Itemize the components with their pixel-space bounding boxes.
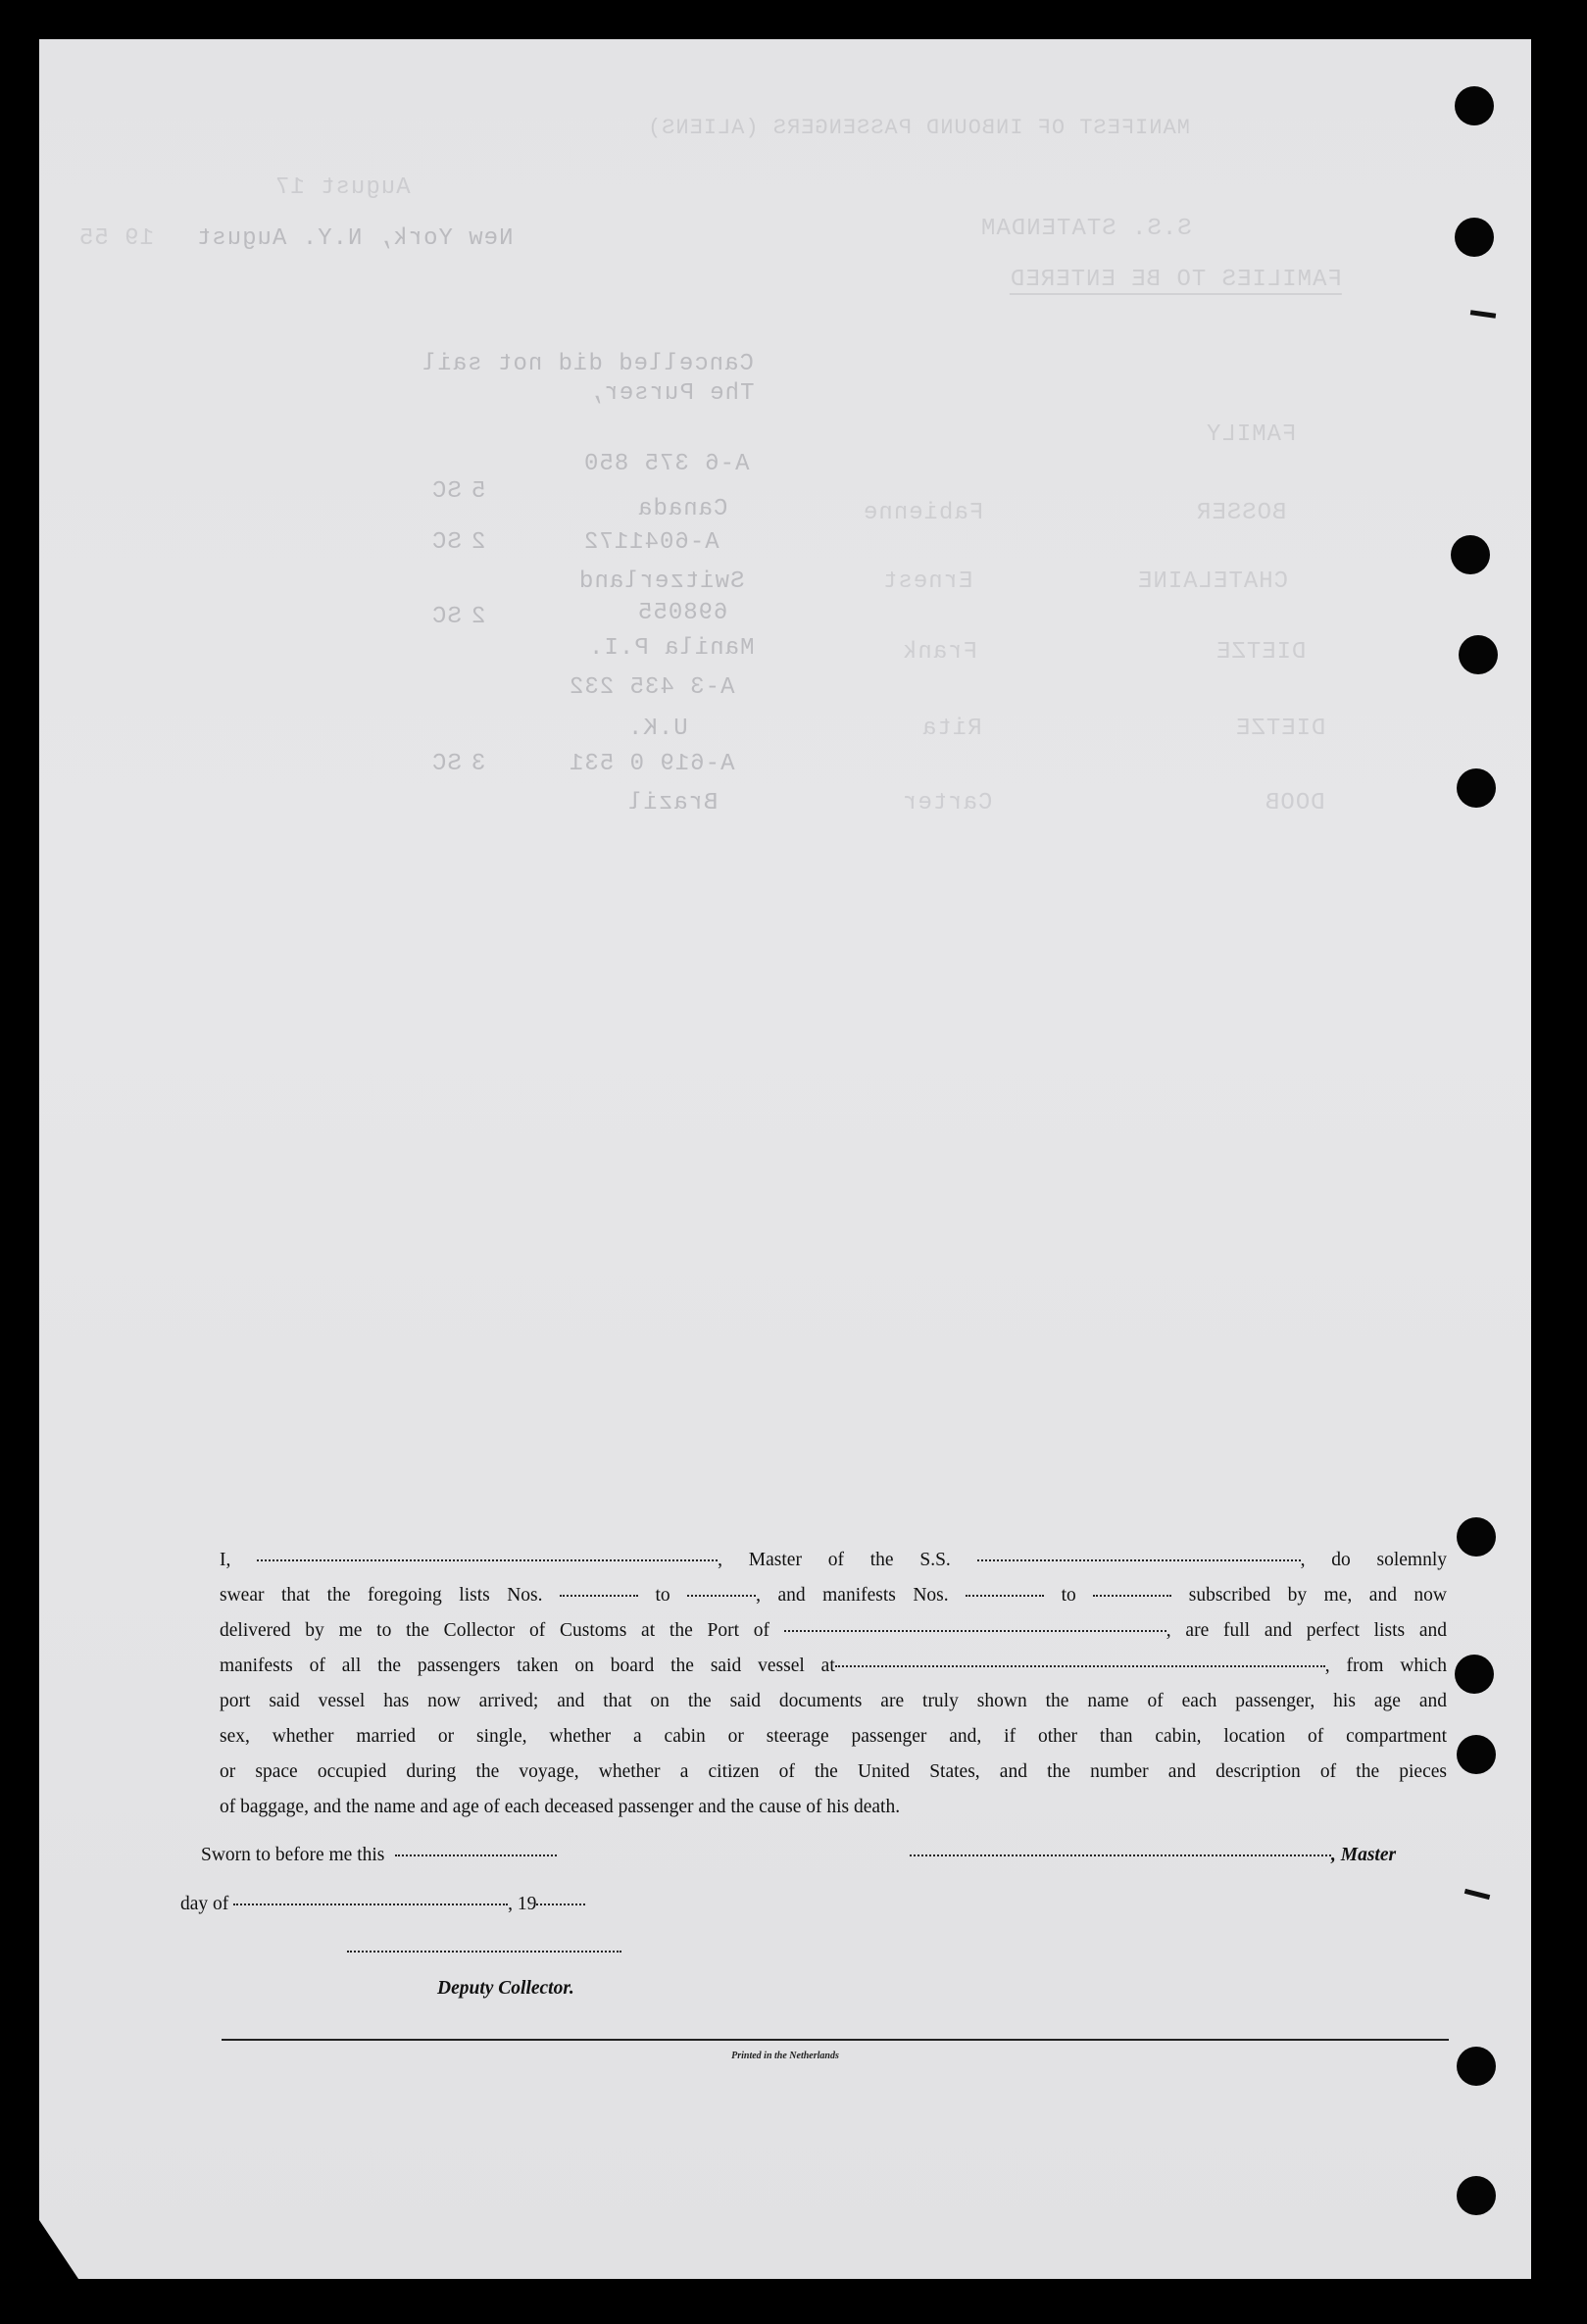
day-of-label: day of — [180, 1894, 229, 1914]
document-page — [39, 39, 1531, 2279]
bleed-col-family: FAMILY — [1206, 421, 1297, 448]
bleed-header-line1: MANIFEST OF INBOUND PASSENGERS (ALIENS) — [647, 116, 1190, 140]
oath-line-2 — [220, 1578, 1447, 1613]
folded-corner — [39, 2220, 78, 2279]
port-field[interactable] — [784, 1629, 1166, 1632]
bleed-row2-bags: 2 — [471, 529, 486, 556]
punch-hole-icon — [1457, 2047, 1496, 2086]
bleed-row3-surname: DIETZE — [1215, 639, 1307, 666]
bleed-row3-cls: SC — [431, 604, 462, 630]
bleed-row4-surname: DIETZE — [1235, 716, 1326, 742]
oath-text: swear that the foregoing lists Nos. — [220, 1585, 543, 1606]
bleed-note1: Cancelled did not sail — [422, 351, 754, 377]
list-no-to-field[interactable] — [687, 1594, 756, 1597]
punch-hole-icon — [1451, 535, 1490, 574]
bleed-row2-doc: A-6041172 — [583, 529, 719, 556]
master-label: , Master — [1331, 1845, 1397, 1865]
master-signature-field[interactable] — [910, 1854, 1331, 1856]
year-field[interactable] — [536, 1903, 585, 1905]
oath-line-1 — [220, 1543, 1447, 1578]
bleed-heading-right: FAMILIES TO BE ENTERED — [1010, 267, 1342, 293]
bleed-row1-place: Canada — [637, 496, 728, 522]
punch-hole-icon — [1457, 1735, 1496, 1774]
manifest-no-to-field[interactable] — [1093, 1594, 1171, 1597]
manifest-no-from-field[interactable] — [966, 1594, 1044, 1597]
footer-rule — [222, 2039, 1449, 2041]
oath-paragraph — [220, 1543, 1447, 1825]
printed-in-label: Printed in the Netherlands — [731, 2051, 839, 2061]
oath-line-3 — [220, 1613, 1447, 1649]
bleed-row3-given: Frank — [902, 639, 978, 666]
bleed-row4-given: Rita — [921, 716, 982, 742]
sworn-day-field[interactable] — [395, 1854, 557, 1856]
master-name-field[interactable] — [257, 1558, 718, 1561]
bleed-vessel: S.S. STATENDAM — [980, 216, 1192, 242]
bleed-row5-surname: DOOB — [1265, 790, 1325, 816]
bleed-row3-bags: 2 — [471, 604, 486, 630]
oath-text: manifests of all the passengers taken on board the said vessel at — [220, 1656, 835, 1676]
bleed-row4-place: U.K. — [627, 716, 688, 742]
oath-text: , Master of the S.S. — [718, 1550, 951, 1570]
deputy-signature-field[interactable] — [347, 1950, 621, 1953]
bleed-row4-doc: A-3 435 232 — [569, 674, 735, 701]
bleed-note2: The Purser, — [588, 380, 755, 407]
bleed-row1-given: Fabienne — [863, 500, 984, 526]
bleed-header-line2: August 17 — [274, 174, 411, 201]
oath-text: , do solemnly — [1300, 1550, 1448, 1570]
bleed-row1-doc: A-6 375 850 — [583, 451, 750, 477]
bleed-row1-bags: 5 — [471, 478, 486, 505]
oath-text: delivered by me to the Collector of Customs at the Port of — [220, 1620, 770, 1641]
bleed-row5-cls: SC — [431, 751, 462, 777]
oath-line-4 — [220, 1649, 1447, 1684]
bleed-row5-place: Brazil — [627, 790, 719, 816]
bleed-row2-cls: SC — [431, 529, 462, 556]
bleed-header-line3: New York, N.Y. August — [196, 225, 514, 252]
punch-hole-icon — [1457, 1517, 1496, 1557]
month-field[interactable] — [233, 1903, 508, 1905]
punch-hole-icon — [1457, 768, 1496, 808]
punch-hole-icon — [1457, 2176, 1496, 2215]
bleed-header-year: 19 55 — [78, 225, 155, 252]
oath-line-7: or space occupied during the voyage, whether a citizen of the United States, and the number and description of the pieces — [220, 1761, 1447, 1782]
oath-text: to — [1061, 1585, 1076, 1606]
bleed-row1-cls: SC — [431, 478, 462, 505]
bleed-row3-doc: 698055 — [637, 600, 728, 626]
deputy-signature-block — [347, 1941, 621, 1962]
bleed-row2-given: Ernest — [882, 569, 973, 595]
oath-text: , are full and perfect lists and — [1165, 1620, 1447, 1641]
oath-text: subscribed by me, and now — [1188, 1585, 1448, 1606]
oath-text: , from which — [1324, 1656, 1448, 1676]
oath-text: to — [655, 1585, 670, 1606]
deputy-collector-label: Deputy Collector. — [437, 1978, 574, 1999]
bleed-row1-surname: BOSSER — [1196, 500, 1287, 526]
bleed-row5-bags: 3 — [471, 751, 486, 777]
bleed-row2-place: Switzerland — [578, 569, 745, 595]
vessel-name-field[interactable] — [977, 1558, 1301, 1561]
bleed-row3-place: Manila P.I. — [588, 635, 755, 662]
sworn-label — [201, 1845, 557, 1866]
day-of-block — [180, 1894, 585, 1915]
departure-port-field[interactable] — [835, 1664, 1325, 1667]
oath-line-6: sex, whether married or single, whether a cabin or steerage passenger and, if other than cabin, location of compartment — [220, 1726, 1447, 1747]
year-label: , 19 — [508, 1894, 537, 1914]
bleed-row2-surname: CHATELAINE — [1137, 569, 1289, 595]
bleed-row5-given: Carter — [902, 790, 993, 816]
oath-line-8: of baggage, and the name and age of each deceased passenger and the cause of his death. — [220, 1797, 901, 1817]
sworn-text: Sworn to before me this — [201, 1845, 385, 1865]
list-no-from-field[interactable] — [560, 1594, 638, 1597]
bleed-row5-doc: A-619 0 531 — [569, 751, 735, 777]
punch-hole-icon — [1455, 218, 1494, 257]
oath-text: , and manifests Nos. — [756, 1585, 949, 1606]
oath-text: I, — [220, 1550, 231, 1570]
punch-hole-icon — [1459, 635, 1498, 674]
punch-hole-icon — [1455, 86, 1494, 125]
master-signature-block — [910, 1845, 1396, 1866]
oath-line-5: port said vessel has now arrived; and that on the said documents are truly shown the name of each passenger, his age and — [220, 1691, 1447, 1711]
punch-hole-icon — [1455, 1655, 1494, 1694]
